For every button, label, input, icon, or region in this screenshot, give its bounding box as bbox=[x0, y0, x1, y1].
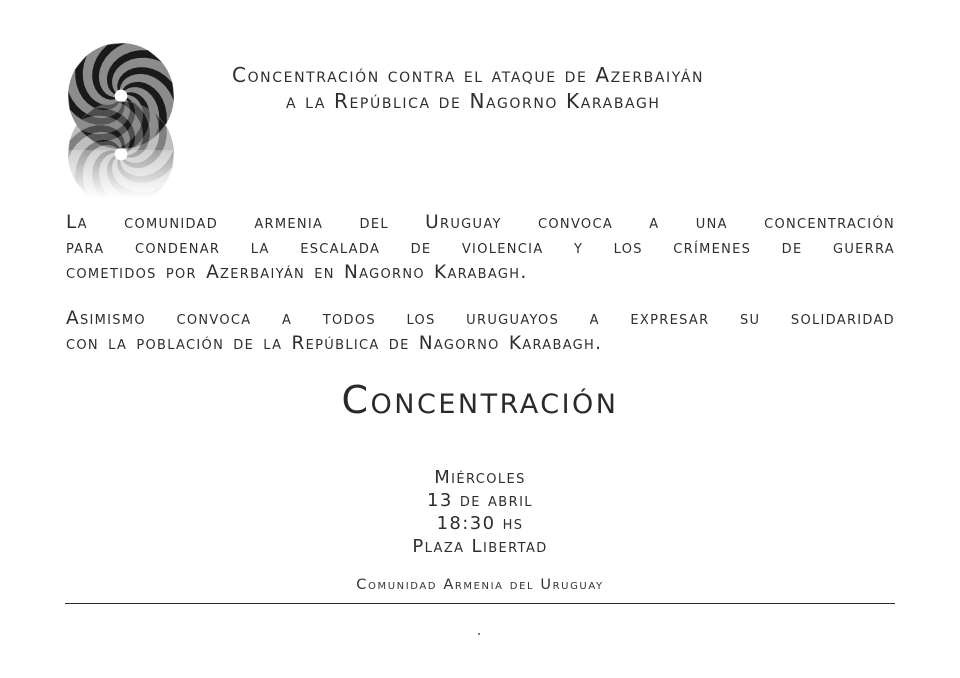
heading-line-2: a la República de Nagorno Karabagh bbox=[286, 89, 661, 113]
event-heading bbox=[220, 62, 910, 114]
footer-divider bbox=[65, 603, 895, 604]
event-day: Miércoles bbox=[434, 467, 526, 488]
intro-line: para condenar la escalada de violencia y los crímenes de guerra bbox=[66, 237, 895, 258]
solidarity-line: Asimismo convoca a todos los uruguayos a expresar su solidaridad bbox=[66, 308, 895, 329]
intro-line: La comunidad armenia del Uruguay convoca a una concentración bbox=[66, 212, 895, 233]
event-title: Concentración bbox=[341, 378, 619, 422]
intro-paragraph bbox=[66, 210, 895, 285]
intro-line: cometidos por Azerbaiyán en Nagorno Karabagh. bbox=[66, 262, 528, 283]
heading-line-1: Concentración contra el ataque de Azerbaiyán bbox=[232, 63, 705, 87]
event-place: Plaza Libertad bbox=[412, 536, 548, 557]
solidarity-paragraph bbox=[66, 306, 895, 356]
armenian-eternity-sign-icon bbox=[62, 38, 180, 198]
stray-dot bbox=[478, 633, 480, 635]
event-details bbox=[0, 466, 960, 558]
solidarity-line: con la población de la República de Nagorno Karabagh. bbox=[66, 333, 603, 354]
event-time: 18:30 hs bbox=[436, 513, 524, 534]
event-date: 13 de abril bbox=[427, 490, 533, 511]
logo bbox=[62, 38, 180, 198]
organizer-footer: Comunidad Armenia del Uruguay bbox=[356, 577, 604, 593]
